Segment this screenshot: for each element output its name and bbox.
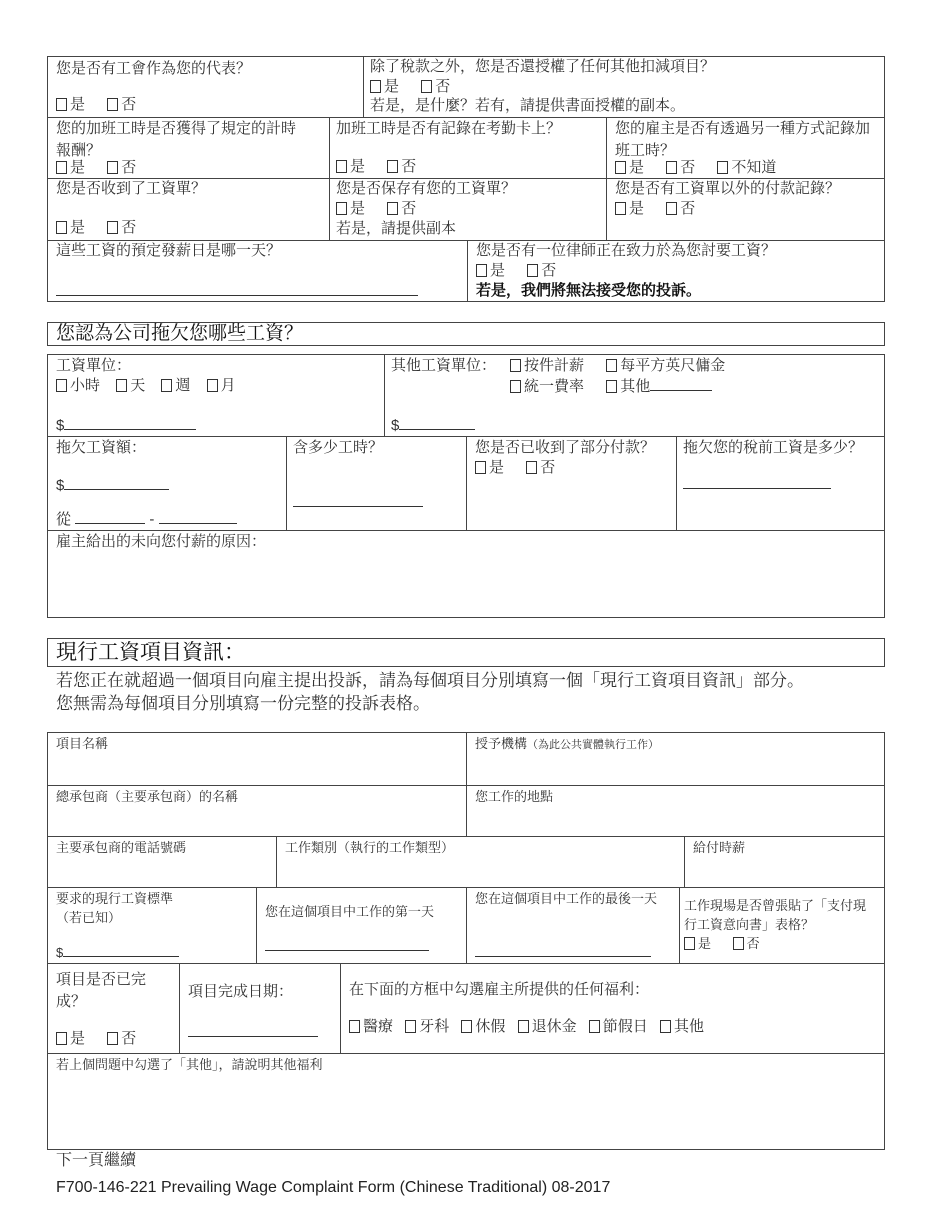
field-group bbox=[56, 376, 254, 396]
deduction-note: 若是，是什麼？若有，請提供書面授權的副本。 bbox=[370, 97, 686, 114]
option-label: 否 bbox=[680, 159, 696, 176]
dollar-sign: $ bbox=[56, 477, 65, 494]
continued-next-page: 下一頁繼續 bbox=[56, 1152, 137, 1169]
checkbox-icon[interactable] bbox=[336, 160, 347, 173]
benefit-pension-checkbox[interactable] bbox=[518, 1017, 577, 1037]
option-label: 天 bbox=[130, 377, 146, 394]
checkbox-icon[interactable] bbox=[56, 1032, 67, 1045]
option-label: 是 bbox=[70, 96, 86, 113]
checkbox-icon[interactable] bbox=[606, 359, 617, 372]
option-label: 節假日 bbox=[602, 1018, 648, 1035]
required-rate-input[interactable] bbox=[63, 942, 179, 957]
other-benefits-label: 若上個問題中勾選了「其他」，請說明其他福利 bbox=[56, 1057, 323, 1072]
option-label: 否 bbox=[540, 459, 556, 476]
checkbox-icon[interactable] bbox=[56, 98, 67, 111]
wage-unit-cell bbox=[47, 354, 385, 437]
checkbox-icon[interactable] bbox=[116, 379, 127, 392]
first-day-cell bbox=[256, 887, 467, 964]
union-no-checkbox[interactable] bbox=[107, 95, 136, 115]
checkbox-icon[interactable] bbox=[107, 98, 118, 111]
checkbox-icon[interactable] bbox=[527, 264, 538, 277]
checkbox-icon[interactable] bbox=[615, 202, 626, 215]
option-label: 小時 bbox=[70, 377, 101, 394]
hours-question: 含多少工時？ bbox=[293, 439, 384, 456]
paystub-kept-cell bbox=[329, 178, 607, 241]
other-rate-input[interactable] bbox=[399, 415, 475, 430]
unit-flat-rate-checkbox[interactable] bbox=[510, 377, 584, 397]
option-label: 否 bbox=[121, 1030, 137, 1047]
dash: - bbox=[149, 511, 155, 528]
completion-date-input[interactable] bbox=[188, 1022, 318, 1037]
option-label: 是 bbox=[350, 200, 366, 217]
benefits-cell bbox=[340, 963, 885, 1054]
section-title-wages-owed: 您認為公司拖欠您哪些工資？ bbox=[47, 322, 885, 346]
checkbox-icon[interactable] bbox=[589, 1020, 600, 1033]
checkbox-icon[interactable] bbox=[161, 379, 172, 392]
project-name-label: 項目名稱 bbox=[56, 736, 109, 751]
partial-no-checkbox[interactable] bbox=[526, 458, 555, 478]
field-group bbox=[56, 158, 154, 178]
option-label: 不知道 bbox=[731, 159, 777, 176]
paystub-received-yes-checkbox[interactable] bbox=[56, 218, 85, 238]
checkbox-icon[interactable] bbox=[615, 161, 626, 174]
checkbox-icon[interactable] bbox=[336, 202, 347, 215]
rate-paid-cell[interactable] bbox=[684, 836, 885, 888]
last-day-input[interactable] bbox=[475, 942, 651, 957]
checkbox-icon[interactable] bbox=[107, 161, 118, 174]
checkbox-icon[interactable] bbox=[56, 379, 67, 392]
checkbox-icon[interactable] bbox=[660, 1020, 671, 1033]
option-label: 是 bbox=[70, 159, 86, 176]
overtime-other-cell bbox=[606, 117, 885, 179]
checkbox-icon[interactable] bbox=[387, 160, 398, 173]
option-label: 是 bbox=[698, 936, 712, 951]
overtime-paid-question: 您的加班工時是否獲得了規定的計時報酬？ bbox=[56, 120, 297, 159]
posted-no-checkbox[interactable] bbox=[733, 934, 760, 954]
other-payment-yes-checkbox[interactable] bbox=[615, 199, 644, 219]
dollar-sign: $ bbox=[56, 417, 65, 434]
overtime-other-yes-checkbox[interactable] bbox=[615, 158, 644, 178]
wage-unit-label: 工資單位： bbox=[56, 357, 132, 374]
gross-wages-cell bbox=[676, 436, 885, 531]
option-label: 否 bbox=[121, 159, 137, 176]
overtime-other-dontknow-checkbox[interactable] bbox=[717, 158, 776, 178]
option-label: 否 bbox=[401, 200, 417, 217]
required-rate-label-line1: 要求的現行工資標準 bbox=[56, 891, 174, 906]
hours-input[interactable] bbox=[293, 492, 423, 507]
reason-cell[interactable] bbox=[47, 530, 885, 618]
paystub-kept-no-checkbox[interactable] bbox=[387, 199, 416, 219]
option-label: 是 bbox=[350, 158, 366, 175]
option-label: 按件計薪 bbox=[524, 357, 585, 374]
option-label: 是 bbox=[489, 459, 505, 476]
completed-question: 項目是否已完成？ bbox=[56, 971, 147, 1010]
field-group bbox=[475, 458, 573, 478]
awarding-body-cell[interactable] bbox=[466, 732, 885, 786]
benefit-dental-checkbox[interactable] bbox=[405, 1017, 449, 1037]
posted-yes-checkbox[interactable] bbox=[684, 934, 711, 954]
field-group bbox=[370, 77, 468, 97]
checkbox-icon[interactable] bbox=[510, 380, 521, 393]
other-unit-label: 其他工資單位： bbox=[391, 357, 497, 374]
awarding-body-label: 授予機構 bbox=[475, 736, 528, 751]
unit-month-checkbox[interactable] bbox=[207, 376, 236, 396]
checkbox-icon[interactable] bbox=[207, 379, 218, 392]
payday-cell bbox=[47, 240, 468, 302]
field-group bbox=[56, 942, 179, 963]
unit-week-checkbox[interactable] bbox=[161, 376, 190, 396]
paystub-received-no-checkbox[interactable] bbox=[107, 218, 136, 238]
unit-day-checkbox[interactable] bbox=[116, 376, 145, 396]
checkbox-icon[interactable] bbox=[370, 80, 381, 93]
option-label: 是 bbox=[70, 219, 86, 236]
option-label: 退休金 bbox=[531, 1018, 577, 1035]
craft-cell[interactable] bbox=[276, 836, 685, 888]
partial-payment-question: 您是否已收到了部分付款？ bbox=[475, 439, 656, 456]
checkbox-icon[interactable] bbox=[475, 461, 486, 474]
option-label: 否 bbox=[121, 219, 137, 236]
field-group bbox=[56, 218, 154, 238]
completion-date-cell bbox=[179, 963, 341, 1054]
overtime-paid-no-checkbox[interactable] bbox=[107, 158, 136, 178]
dollar-sign: $ bbox=[56, 945, 64, 960]
other-unit-input[interactable] bbox=[650, 376, 712, 391]
paystub-kept-yes-checkbox[interactable] bbox=[336, 199, 365, 219]
deduction-cell bbox=[363, 56, 885, 118]
option-label: 每平方英尺傭金 bbox=[620, 357, 726, 374]
first-day-label: 您在這個項目中工作的第一天 bbox=[265, 904, 435, 919]
unit-hour-checkbox[interactable] bbox=[56, 376, 100, 396]
project-name-cell[interactable] bbox=[47, 732, 467, 786]
field-group bbox=[56, 1029, 154, 1049]
checkbox-icon[interactable] bbox=[107, 1032, 118, 1045]
benefit-other-checkbox[interactable] bbox=[660, 1017, 704, 1037]
payday-question: 這些工資的預定發薪日是哪一天？ bbox=[56, 242, 282, 259]
section-title-project-info: 現行工資項目資訊： bbox=[47, 638, 885, 667]
intro-line-2: 您無需為每個項目分別填寫一份完整的投訴表格。 bbox=[56, 694, 430, 713]
intro-line-1: 若您正在就超過一個項目向雇主提出投訴，請為每個項目分別填寫一個「現行工資項目資訊」部分。 bbox=[56, 671, 804, 690]
field-group bbox=[56, 95, 154, 115]
field-group bbox=[336, 157, 434, 177]
field-group bbox=[56, 475, 169, 496]
benefit-vacation-checkbox[interactable] bbox=[461, 1017, 505, 1037]
paystub-kept-note: 若是，請提供副本 bbox=[336, 220, 457, 237]
overtime-timecard-question: 加班工時是否有記錄在考勤卡上？ bbox=[336, 120, 562, 137]
checkbox-icon[interactable] bbox=[405, 1020, 416, 1033]
partial-payment-cell bbox=[466, 436, 677, 531]
option-label: 休假 bbox=[475, 1018, 506, 1035]
benefit-medical-checkbox[interactable] bbox=[349, 1017, 393, 1037]
benefits-question: 在下面的方框中勾選雇主所提供的任何福利： bbox=[349, 981, 650, 998]
checkbox-icon[interactable] bbox=[461, 1020, 472, 1033]
field-group bbox=[336, 199, 434, 219]
deduction-no-checkbox[interactable] bbox=[421, 77, 450, 97]
field-group bbox=[615, 199, 713, 219]
field-group bbox=[391, 415, 475, 436]
checkbox-icon[interactable] bbox=[684, 937, 695, 950]
prime-phone-cell[interactable] bbox=[47, 836, 277, 888]
option-label: 醫療 bbox=[363, 1018, 394, 1035]
unit-piece-rate-checkbox[interactable] bbox=[510, 356, 584, 376]
last-day-cell bbox=[466, 887, 680, 964]
option-label: 否 bbox=[680, 200, 696, 217]
gross-wages-input[interactable] bbox=[683, 474, 831, 489]
other-payment-question: 您是否有工資單以外的付款記錄？ bbox=[615, 180, 841, 197]
checkbox-icon[interactable] bbox=[518, 1020, 529, 1033]
lawyer-yes-checkbox[interactable] bbox=[476, 261, 505, 281]
checkbox-icon[interactable] bbox=[733, 937, 744, 950]
required-rate-cell bbox=[47, 887, 257, 964]
option-label: 週 bbox=[175, 377, 191, 394]
awarding-body-note: （為此公共實體執行工作） bbox=[527, 739, 660, 751]
other-payment-cell bbox=[606, 178, 885, 241]
overtime-timecard-cell bbox=[329, 117, 607, 179]
completed-cell bbox=[47, 963, 180, 1054]
other-unit-cell bbox=[384, 354, 885, 437]
lawyer-cell bbox=[467, 240, 885, 302]
gross-wages-question: 拖欠您的稅前工資是多少？ bbox=[683, 439, 864, 456]
checkbox-icon[interactable] bbox=[666, 202, 677, 215]
timecard-no-checkbox[interactable] bbox=[387, 157, 416, 177]
lawyer-note: 若是，我們將無法接受您的投訴。 bbox=[476, 282, 702, 299]
checkbox-icon[interactable] bbox=[107, 221, 118, 234]
form-id: F700-146-221 Prevailing Wage Complaint Form (Chinese Traditional) 08-2017 bbox=[56, 1179, 611, 1196]
last-day-label: 您在這個項目中工作的最後一天 bbox=[475, 891, 658, 906]
field-group bbox=[476, 261, 574, 281]
checkbox-icon[interactable] bbox=[510, 359, 521, 372]
option-label: 其他 bbox=[673, 1018, 704, 1035]
first-day-input[interactable] bbox=[265, 936, 429, 951]
option-label: 否 bbox=[541, 262, 557, 279]
owed-amount-label: 拖欠工資額： bbox=[56, 439, 147, 456]
checkbox-icon[interactable] bbox=[387, 202, 398, 215]
field-group bbox=[56, 509, 237, 530]
prime-phone-label: 主要承包商的電話號碼 bbox=[56, 840, 187, 855]
option-label: 是 bbox=[490, 262, 506, 279]
overtime-paid-yes-checkbox[interactable] bbox=[56, 158, 85, 178]
work-location-cell[interactable] bbox=[466, 785, 885, 837]
work-location-label: 您工作的地點 bbox=[475, 789, 554, 804]
wage-rate-input[interactable] bbox=[64, 415, 196, 430]
checkbox-icon[interactable] bbox=[56, 221, 67, 234]
benefit-holiday-checkbox[interactable] bbox=[589, 1017, 648, 1037]
option-label: 是 bbox=[629, 200, 645, 217]
from-date-input[interactable] bbox=[75, 509, 145, 524]
overtime-other-no-checkbox[interactable] bbox=[666, 158, 695, 178]
option-label: 是 bbox=[629, 159, 645, 176]
craft-label: 工作類別（執行的工作類型） bbox=[285, 840, 455, 855]
from-label: 從 bbox=[56, 511, 72, 528]
field-group bbox=[510, 376, 712, 397]
union-yes-checkbox[interactable] bbox=[56, 95, 85, 115]
lawyer-no-checkbox[interactable] bbox=[527, 261, 556, 281]
paystub-kept-question: 您是否保存有您的工資單？ bbox=[336, 180, 517, 197]
option-label: 牙科 bbox=[419, 1018, 450, 1035]
prime-contractor-label: 總承包商（主要承包商）的名稱 bbox=[56, 789, 239, 804]
partial-yes-checkbox[interactable] bbox=[475, 458, 504, 478]
union-question: 您是否有工會作為您的代表？ bbox=[56, 60, 252, 77]
completion-date-label: 項目完成日期： bbox=[188, 983, 294, 1000]
option-label: 否 bbox=[435, 78, 451, 95]
owed-amount-cell bbox=[47, 436, 287, 531]
checkbox-icon[interactable] bbox=[421, 80, 432, 93]
payday-input[interactable] bbox=[56, 281, 418, 296]
rate-paid-label: 給付時薪 bbox=[693, 840, 746, 855]
option-label: 統一費率 bbox=[524, 378, 585, 395]
checkbox-icon[interactable] bbox=[526, 461, 537, 474]
prime-contractor-cell[interactable] bbox=[47, 785, 467, 837]
option-label: 月 bbox=[220, 377, 236, 394]
overtime-other-question: 您的雇主是否有透過另一種方式記錄加班工時？ bbox=[615, 120, 871, 159]
unit-other-checkbox[interactable] bbox=[606, 377, 650, 397]
field-group bbox=[684, 934, 778, 954]
checkbox-icon[interactable] bbox=[717, 161, 728, 174]
owed-amount-input[interactable] bbox=[64, 475, 169, 490]
completed-no-checkbox[interactable] bbox=[107, 1029, 136, 1049]
checkbox-icon[interactable] bbox=[606, 380, 617, 393]
option-label: 是 bbox=[70, 1030, 86, 1047]
hours-cell bbox=[286, 436, 467, 531]
paystub-received-question: 您是否收到了工資單？ bbox=[56, 180, 207, 197]
checkbox-icon[interactable] bbox=[666, 161, 677, 174]
dollar-sign: $ bbox=[391, 417, 400, 434]
option-label: 否 bbox=[746, 936, 760, 951]
option-label: 否 bbox=[121, 96, 137, 113]
field-group bbox=[475, 734, 659, 755]
union-cell bbox=[47, 56, 364, 118]
posted-notice-cell bbox=[679, 887, 885, 964]
checkbox-icon[interactable] bbox=[476, 264, 487, 277]
field-group bbox=[349, 1017, 722, 1037]
unit-commission-checkbox[interactable] bbox=[606, 356, 725, 376]
option-label: 是 bbox=[384, 78, 400, 95]
field-group bbox=[56, 415, 196, 436]
required-rate-label-line2: （若已知） bbox=[56, 910, 122, 925]
timecard-yes-checkbox[interactable] bbox=[336, 157, 365, 177]
deduction-yes-checkbox[interactable] bbox=[370, 77, 399, 97]
checkbox-icon[interactable] bbox=[349, 1020, 360, 1033]
reason-label: 雇主給出的未向您付薪的原因： bbox=[56, 533, 267, 550]
option-label: 否 bbox=[401, 158, 417, 175]
lawyer-question: 您是否有一位律師正在致力於為您討要工資？ bbox=[476, 242, 777, 259]
posted-notice-question: 工作現場是否曾張貼了「支付現行工資意向書」表格？ bbox=[684, 898, 867, 932]
field-group bbox=[615, 158, 794, 178]
overtime-paid-cell bbox=[47, 117, 330, 179]
to-date-input[interactable] bbox=[159, 509, 237, 524]
paystub-received-cell bbox=[47, 178, 330, 241]
deduction-question: 除了稅款之外，您是否還授權了任何其他扣減項目？ bbox=[370, 58, 716, 75]
other-benefits-cell[interactable] bbox=[47, 1053, 885, 1150]
checkbox-icon[interactable] bbox=[56, 161, 67, 174]
field-group bbox=[510, 356, 743, 376]
other-payment-no-checkbox[interactable] bbox=[666, 199, 695, 219]
option-label: 其他 bbox=[620, 378, 651, 395]
completed-yes-checkbox[interactable] bbox=[56, 1029, 85, 1049]
